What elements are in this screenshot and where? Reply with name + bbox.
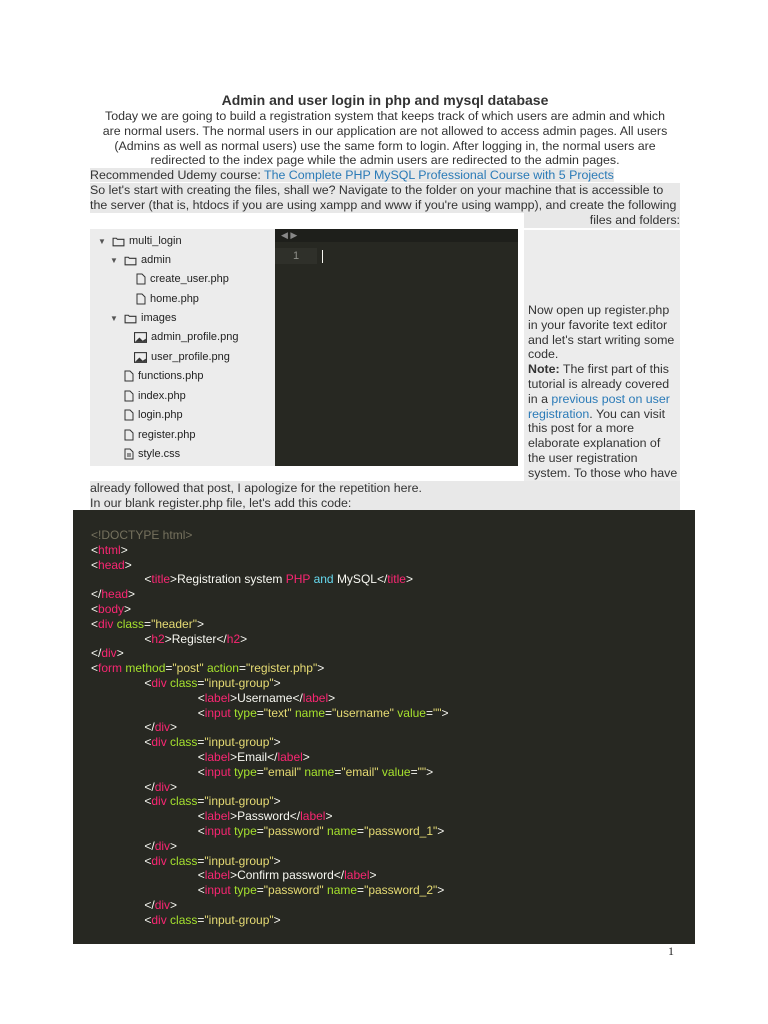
tree-item-home [136, 293, 199, 305]
tree-item-label: images [141, 312, 177, 324]
intro-line: are normal users. The normal users in our application are not allowed to access admin pages. All users [102, 123, 668, 138]
tree-item-register [124, 429, 195, 441]
file-icon [136, 273, 146, 285]
recommended-line [90, 168, 614, 183]
tree-item-multi-login [98, 235, 182, 247]
page-number: 1 [668, 944, 674, 958]
tree-item-label: user_profile.png [151, 351, 230, 363]
editor-nav-arrows-icon: ◀ ▶ [275, 229, 518, 242]
code-block [73, 510, 695, 944]
file-icon [124, 429, 134, 441]
code-label: Username [237, 690, 293, 705]
tree-item-label: create_user.php [150, 273, 229, 285]
code-label: Confirm password [237, 868, 334, 883]
side-line: Now open up register.php [528, 303, 670, 317]
line-number: 1 [275, 248, 317, 264]
collapse-triangle-icon: ▼ [98, 236, 106, 246]
tree-item-label: multi_login [129, 235, 182, 247]
code-title-text: Registration system [177, 572, 286, 587]
tree-item-admin [110, 254, 171, 266]
note-line: tutorial is already covered [528, 376, 670, 391]
folder-open-icon [112, 236, 125, 247]
start-line-2: the server (that is, htdocs if you are using xampp and www if you're using wampp), and create the following [90, 198, 680, 213]
previous-post-link[interactable]: previous post on user [551, 391, 670, 406]
side-line: and let's start writing some [528, 332, 675, 347]
collapse-triangle-icon: ▼ [110, 313, 118, 323]
note-line [528, 407, 678, 422]
file-icon [124, 409, 134, 421]
folder-open-icon [124, 255, 137, 266]
note-line: system. To those who have [528, 465, 678, 480]
file-tree-panel [90, 229, 275, 466]
tree-item-label: style.css [138, 448, 181, 460]
tree-item-label: login.php [138, 409, 183, 421]
page-title: Admin and user login in php and mysql database [221, 92, 549, 108]
tree-item-style [124, 448, 180, 460]
tree-item-label: admin_profile.png [151, 331, 239, 343]
note-line [528, 362, 678, 377]
recommended-label: Recommended Udemy course: [90, 168, 265, 182]
intro-line: redirected to the index page while the admin users are redirected to the admin pages. [150, 153, 620, 168]
side-line: in your favorite text editor [528, 317, 668, 332]
intro-line: (Admins as well as normal users) use the same form to login. After logging in, the normal users are [114, 138, 656, 153]
intro-paragraph [90, 109, 680, 168]
side-line: code. [528, 347, 559, 362]
files-folders-text: files and folders: [524, 213, 680, 228]
file-icon [124, 390, 134, 402]
start-line-1: So let's start with creating the files, shall we? Navigate to the folder on your machine that is accessible to [90, 183, 680, 198]
tree-item-index [124, 390, 186, 402]
previous-post-link-cont[interactable]: registration [528, 406, 590, 421]
code-title-and: and [310, 572, 337, 587]
tree-item-label: home.php [150, 293, 199, 305]
code-h2-text: Register [171, 631, 217, 646]
note-text: The first part of this [559, 362, 669, 377]
code-title-php: PHP [285, 572, 311, 587]
tree-item-label: admin [141, 254, 171, 266]
note-line [528, 392, 678, 407]
tree-item-admin-profile [134, 331, 238, 343]
code-header-class: "header" [151, 616, 197, 631]
file-icon [124, 370, 134, 382]
tree-item-create-user [136, 273, 229, 285]
note-line: elaborate explanation of [528, 436, 661, 451]
tree-item-functions [124, 370, 203, 382]
image-file-icon [134, 352, 147, 363]
bottom-line-1: already followed that post, I apologize for the repetition here. [90, 481, 680, 496]
code-editor-panel [275, 229, 518, 466]
tree-item-label: index.php [138, 390, 186, 402]
tree-item-label: register.php [138, 429, 196, 441]
tree-item-images [110, 312, 176, 324]
code-label: Password [237, 809, 290, 824]
code-title-mysql: MySQL [336, 572, 377, 587]
note-line: the user registration [528, 450, 638, 465]
recommended-course-link[interactable]: The Complete PHP MySQL Professional Course with 5 Projects [264, 168, 614, 182]
note-text: . You can visit [589, 406, 666, 421]
tree-item-login [124, 409, 183, 421]
code-label: Email [237, 749, 268, 764]
code-doctype: <!DOCTYPE html> [91, 528, 193, 542]
note-text: in a [528, 391, 552, 406]
intro-line: Today we are going to build a registration system that keeps track of which users are admin and which [105, 109, 665, 123]
tree-item-label: functions.php [138, 370, 204, 382]
side-text [528, 303, 678, 481]
code-listing: <!DOCTYPE html> <html> <head> <title>Registration system PHP and MySQL</title> </head> <body> <div class="header"> <h2>Register</h2> </div> <form method="post" action="register.php"> <div class="input-group"> <label>Username</label> <input type="text" name="username" value=""> </div> <div class="input-group"> <label>Email</label> <input type="email" name="email" value=""> </div> <div class="input-group"> <label>Password</label> <input type="password" name="password_1"> </div> <div class="input-group"> <label>Confirm password</label> <input type="password" name="password_2"> </div> <div class="input-group"> [91, 528, 449, 927]
text-cursor [322, 250, 323, 263]
file-icon [136, 293, 146, 305]
tree-item-user-profile [134, 351, 230, 363]
code-form-method: "post" [172, 661, 204, 676]
folder-open-icon [124, 313, 137, 324]
css-file-icon [124, 448, 134, 460]
note-label: Note: [528, 362, 560, 377]
note-line: this post for a more [528, 421, 635, 436]
code-form-action: "register.php" [246, 661, 318, 676]
bottom-line-2: In our blank register.php file, let's add this code: [90, 496, 680, 511]
collapse-triangle-icon: ▼ [110, 255, 118, 265]
image-file-icon [134, 332, 147, 343]
